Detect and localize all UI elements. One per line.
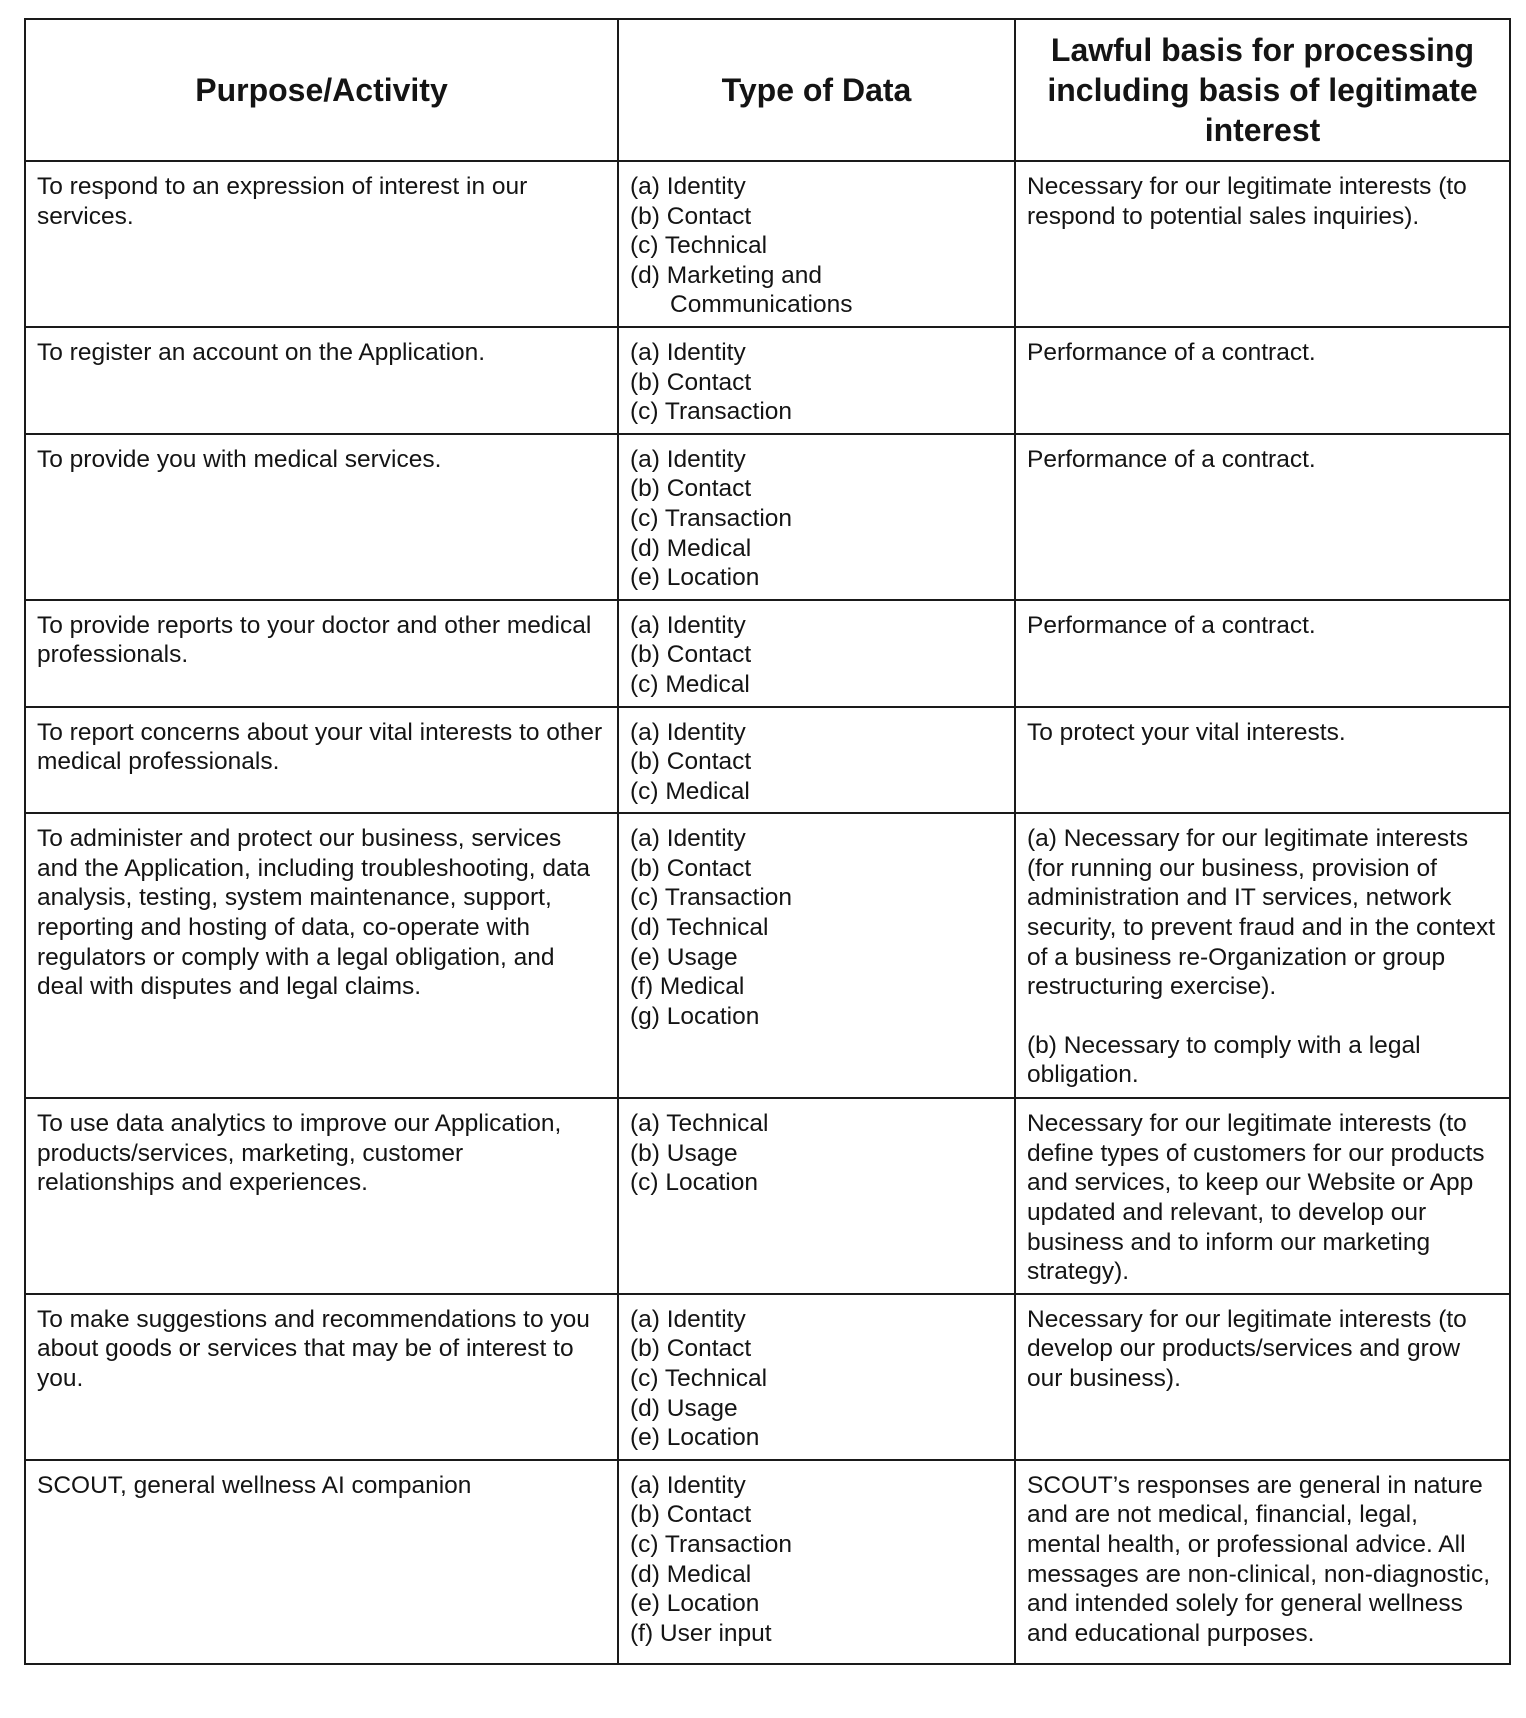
purpose-cell: To use data analytics to improve our Application, products/services, marketing, customer relationships and experiences. — [25, 1098, 618, 1294]
data-type-item: (a) Identity — [630, 825, 746, 853]
purpose-cell: To report concerns about your vital interests to other medical professionals. — [25, 707, 618, 814]
table-row — [25, 434, 1510, 600]
lawful-basis-paragraph: SCOUT’s responses are general in nature and are not medical, financial, legal, mental health, or professional advice. All messages are non-clinical, non-diagnostic, and intended solely for general wellness and educational purposes. — [1027, 1471, 1491, 1647]
table-row — [25, 161, 1510, 327]
data-type-item: (c) Technical — [630, 232, 768, 260]
table-row — [25, 1460, 1510, 1664]
data-type-item: (c) Location — [630, 1169, 759, 1197]
data-type-item: (c) Transaction — [630, 504, 793, 532]
data-type-item: (e) Location — [630, 1424, 760, 1452]
data-type-item: (b) Contact — [630, 854, 752, 882]
table-row — [25, 813, 1510, 1098]
lawful-basis-cell — [1015, 434, 1510, 600]
data-type-item: (c) Technical — [630, 1365, 768, 1393]
data-type-item: (b) Contact — [630, 202, 752, 230]
data-type-item: (b) Contact — [630, 748, 752, 776]
lawful-basis-cell — [1015, 707, 1510, 814]
data-type-item: (e) Usage — [630, 943, 738, 971]
lawful-basis-cell — [1015, 327, 1510, 434]
data-type-item: (f) Medical — [630, 973, 745, 1001]
lawful-basis-paragraph: (a) Necessary for our legitimate interests (for running our business, provision of administration and IT services, network security, to prevent fraud and in the context of a business re-Organization or group restructuring exercise). — [1027, 825, 1496, 1001]
data-type-item: (d) Medical — [630, 1560, 752, 1588]
purpose-cell: To provide reports to your doctor and other medical professionals. — [25, 600, 618, 707]
data-type-item: (b) Contact — [630, 475, 752, 503]
data-type-item: (c) Transaction — [630, 884, 793, 912]
lawful-basis-paragraph: Performance of a contract. — [1027, 338, 1316, 366]
data-type-cell — [618, 600, 1015, 707]
data-type-cell — [618, 161, 1015, 327]
data-type-item: (b) Contact — [630, 1501, 752, 1529]
purpose-cell: To administer and protect our business, services and the Application, including troubleshooting, data analysis, testing, system maintenance, support, reporting and hosting of data, co-operate with regulators or comply with a legal obligation, and deal with disputes and legal claims. — [25, 813, 618, 1098]
purpose-cell: To register an account on the Application. — [25, 327, 618, 434]
purpose-cell: To respond to an expression of interest in our services. — [25, 161, 618, 327]
data-type-item: (a) Identity — [630, 445, 746, 473]
lawful-basis-paragraph: To protect your vital interests. — [1027, 718, 1346, 746]
data-type-item: (e) Location — [630, 1590, 760, 1618]
lawful-basis-table — [24, 18, 1511, 1665]
lawful-basis-cell — [1015, 813, 1510, 1098]
table-row — [25, 707, 1510, 814]
lawful-basis-paragraph: Necessary for our legitimate interests (to respond to potential sales inquiries). — [1027, 173, 1467, 230]
data-type-item: (c) Medical — [630, 777, 750, 805]
table-row — [25, 1294, 1510, 1460]
purpose-cell: To provide you with medical services. — [25, 434, 618, 600]
data-type-item: (c) Transaction — [630, 398, 793, 426]
data-type-item: (a) Identity — [630, 718, 746, 746]
data-type-item: (b) Contact — [630, 1335, 752, 1363]
lawful-basis-paragraph: Performance of a contract. — [1027, 611, 1316, 639]
data-type-cell — [618, 1294, 1015, 1460]
data-type-cell — [618, 707, 1015, 814]
lawful-basis-paragraph: Necessary for our legitimate interests (to define types of customers for our products and services, to keep our Website or App updated and relevant, to develop our business and to inform our marketing strategy). — [1027, 1110, 1485, 1286]
lawful-basis-cell — [1015, 1460, 1510, 1664]
data-type-cell — [618, 1098, 1015, 1294]
lawful-basis-cell — [1015, 600, 1510, 707]
data-type-item: (c) Medical — [630, 670, 750, 698]
lawful-basis-cell — [1015, 1294, 1510, 1460]
data-type-item: (d) Medical — [630, 534, 752, 562]
header-data-type: Type of Data — [618, 19, 1015, 161]
lawful-basis-paragraph: Performance of a contract. — [1027, 445, 1316, 473]
purpose-cell: To make suggestions and recommendations to you about goods or services that may be of interest to you. — [25, 1294, 618, 1460]
header-purpose: Purpose/Activity — [25, 19, 618, 161]
data-type-item: (a) Identity — [630, 1305, 746, 1333]
data-type-item: (b) Usage — [630, 1139, 738, 1167]
data-type-cell — [618, 1460, 1015, 1664]
lawful-basis-cell — [1015, 1098, 1510, 1294]
data-type-item: (g) Location — [630, 1002, 760, 1030]
data-type-item: (a) Identity — [630, 1471, 746, 1499]
purpose-cell: SCOUT, general wellness AI companion — [25, 1460, 618, 1664]
header-row — [25, 19, 1510, 161]
table-body — [25, 161, 1510, 1664]
data-type-item: (b) Contact — [630, 368, 752, 396]
table-row — [25, 1098, 1510, 1294]
lawful-basis-paragraph: (b) Necessary to comply with a legal obligation. — [1027, 1031, 1421, 1089]
data-type-item: (e) Location — [630, 564, 760, 592]
data-type-item: (c) Transaction — [630, 1531, 793, 1558]
data-type-cell — [618, 327, 1015, 434]
data-type-item: (d) Usage — [630, 1394, 738, 1422]
data-type-item: (f) User input — [630, 1619, 772, 1647]
data-type-item: (a) Identity — [630, 611, 746, 639]
table-row — [25, 327, 1510, 434]
data-type-item: (a) Identity — [630, 338, 746, 366]
data-type-item: (a) Identity — [630, 173, 746, 200]
data-type-item: (a) Technical — [630, 1110, 769, 1138]
header-lawful-basis: Lawful basis for processing including basis of legitimate interest — [1015, 19, 1510, 161]
data-type-cell — [618, 434, 1015, 600]
data-type-item: (b) Contact — [630, 641, 752, 669]
data-type-item: (d) Technical — [630, 914, 769, 942]
lawful-basis-cell — [1015, 161, 1510, 327]
lawful-basis-paragraph: Necessary for our legitimate interests (to develop our products/services and grow our business). — [1027, 1305, 1467, 1393]
data-type-item: (d) Marketing and Communications — [630, 261, 853, 319]
table-row — [25, 600, 1510, 707]
data-type-cell — [618, 813, 1015, 1098]
paragraph-gap — [1027, 1002, 1498, 1031]
